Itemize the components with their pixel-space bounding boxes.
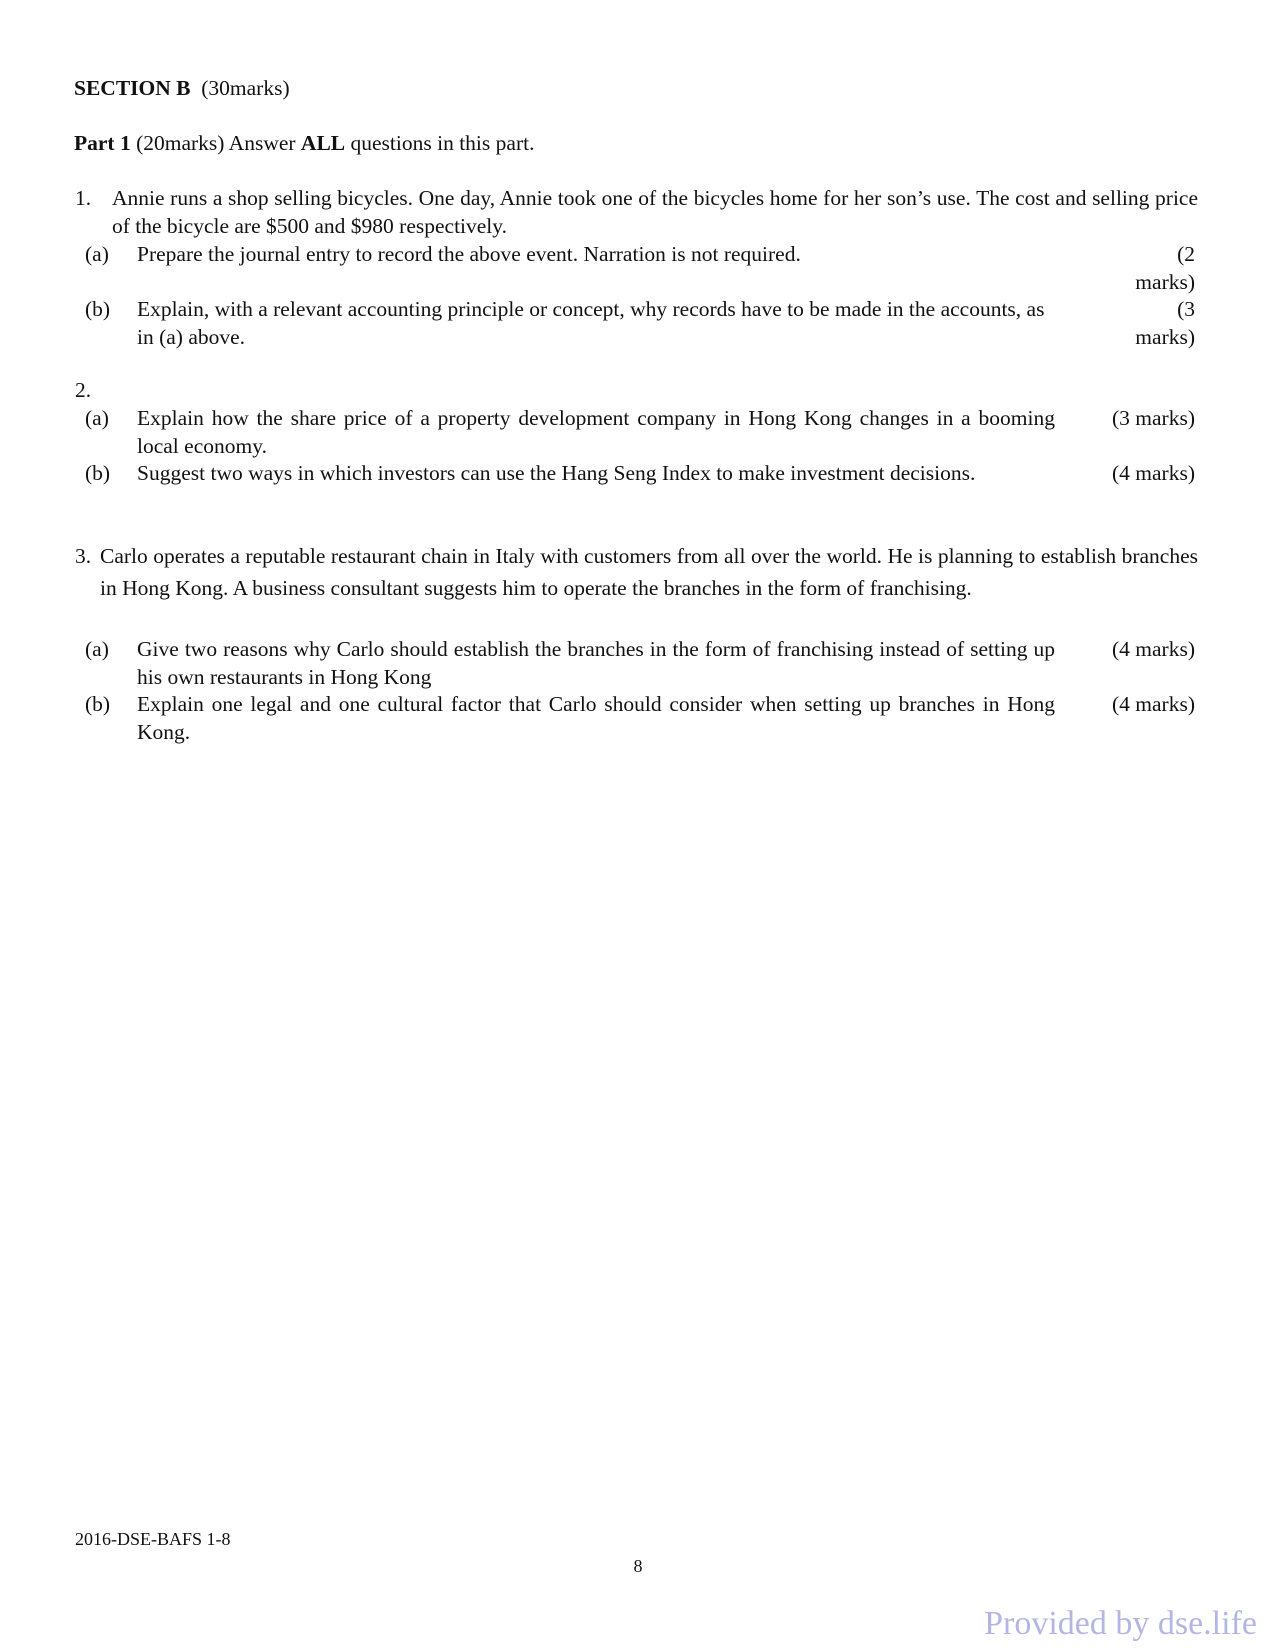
q2a-text: Explain how the share price of a property development company in Hong Kong changes in a booming local economy. [137, 406, 1055, 458]
q3a-label: (a) [85, 637, 109, 661]
q1-stem: Annie runs a shop selling bicycles. One day, Annie took one of the bicycles home for her son’s use. The cost and selling price of the bicycle are $500 and $980 respectively. [112, 186, 1198, 238]
q1a-label: (a) [85, 242, 109, 266]
q2-number: 2. [75, 378, 92, 402]
part-instruction-start: Answer [228, 131, 296, 155]
q1a-marks: (2 marks) [1135, 242, 1195, 294]
q1-number: 1. [75, 186, 92, 210]
q3b-text: Explain one legal and one cultural factor that Carlo should consider when setting up branches in Hong Kong. [137, 692, 1055, 744]
section-heading [74, 74, 290, 102]
page-number: 8 [633, 1556, 643, 1576]
paper-code: 2016-DSE-BAFS 1-8 [75, 1529, 231, 1549]
q3-stem: Carlo operates a reputable restaurant chain in Italy with customers from all over the world. He is planning to establish branches in Hong Kong. A business consultant suggests him to operate the branches in the form of franchising. [100, 544, 1198, 600]
q3b-label: (b) [85, 692, 111, 716]
q3a-marks: (4 marks) [1112, 637, 1195, 661]
part-label: Part 1 [74, 131, 131, 155]
q1a-text: Prepare the journal entry to record the above event. Narration is not required. [137, 242, 801, 266]
part-instruction-emphasis: ALL [300, 131, 346, 155]
q3a-text: Give two reasons why Carlo should establish the branches in the form of franchising instead of setting up his own restaurants in Hong Kong [137, 637, 1055, 689]
q3b-marks: (4 marks) [1112, 692, 1195, 716]
section-marks: (30marks) [201, 76, 290, 100]
q2a-marks: (3 marks) [1112, 406, 1195, 430]
part-instruction-end: questions in this part. [350, 131, 535, 155]
part-marks: (20marks) [136, 131, 225, 155]
part-heading [74, 129, 534, 157]
q2b-text: Suggest two ways in which investors can use the Hang Seng Index to make investment decisions. [137, 461, 976, 485]
q1b-text: Explain, with a relevant accounting principle or concept, why records have to be made in the accounts, as in (a) above. [137, 297, 1045, 349]
q1b-label: (b) [85, 297, 111, 321]
q3-number: 3. [75, 544, 92, 568]
section-title: SECTION B [74, 76, 191, 100]
q2b-label: (b) [85, 461, 111, 485]
q1b-marks: (3 marks) [1135, 297, 1195, 349]
q2b-marks: (4 marks) [1112, 461, 1195, 485]
watermark: Provided by dse.life [984, 1605, 1257, 1642]
q2a-label: (a) [85, 406, 109, 430]
